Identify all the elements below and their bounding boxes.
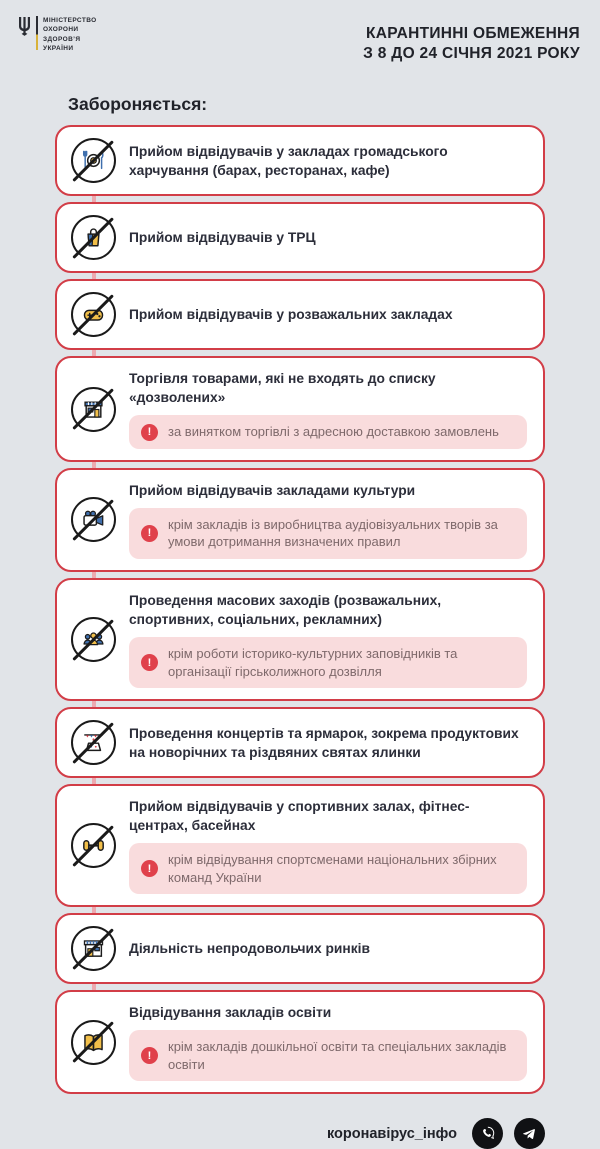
restriction-title: Прийом відвідувачів закладами культури xyxy=(129,482,416,498)
exclamation-icon: ! xyxy=(141,654,158,671)
restriction-card-mass-events xyxy=(55,578,545,701)
restriction-title: Відвідування закладів освіти xyxy=(129,1005,332,1021)
exception-note xyxy=(129,1030,527,1081)
logo-text xyxy=(43,16,97,54)
restrictions-list xyxy=(55,125,545,1094)
no-restaurant-icon xyxy=(71,138,116,183)
restriction-title: Прийом відвідувачів у розважальних закладах xyxy=(129,307,453,323)
logo-line: УКРАЇНИ xyxy=(43,45,74,53)
exception-note xyxy=(129,415,527,449)
restriction-card-markets xyxy=(55,913,545,984)
ministry-logo xyxy=(18,16,97,54)
page-title-line2: З 8 ДО 24 СІЧНЯ 2021 РОКУ xyxy=(363,45,580,63)
restriction-title: Торгівля товарами, які не входять до списку «дозволених» xyxy=(129,371,436,406)
prohibition-slash xyxy=(72,388,113,429)
prohibition-slash xyxy=(72,928,113,969)
exclamation-icon: ! xyxy=(141,525,158,542)
restriction-card-malls xyxy=(55,202,545,273)
logo-line: МІНІСТЕРСТВО xyxy=(43,17,97,24)
social-handle: коронавірус_інфо xyxy=(326,1125,457,1142)
no-shopping-bag-icon xyxy=(71,215,116,260)
restriction-title: Проведення масових заходів (розважальних, спортивних, соціальних, рекламних) xyxy=(129,593,442,628)
restriction-title: Прийом відвідувачів у спортивних залах, фітнес-центрах, басейнах xyxy=(129,799,470,834)
prohibition-slash xyxy=(72,722,113,763)
restriction-card-gyms xyxy=(55,784,545,907)
restriction-card-culture xyxy=(55,468,545,572)
restriction-card-entertainment xyxy=(55,279,545,350)
logo-line: ОХОРОНИ xyxy=(43,26,79,34)
no-gamepad-icon xyxy=(71,292,116,337)
page-title-line1: КАРАНТИННІ ОБМЕЖЕННЯ xyxy=(366,25,580,42)
prohibition-slash xyxy=(72,217,113,258)
prohibition-slash xyxy=(72,619,113,660)
no-book-icon xyxy=(71,1020,116,1065)
no-fair-icon xyxy=(71,720,116,765)
restriction-card-concerts-fairs xyxy=(55,707,545,778)
restriction-title: Діяльність непродовольчих ринків xyxy=(129,941,370,957)
exclamation-icon: ! xyxy=(141,424,158,441)
viber-icon xyxy=(472,1118,503,1149)
no-dumbbell-icon xyxy=(71,823,116,868)
no-camera-icon xyxy=(71,497,116,542)
prohibition-slash xyxy=(72,825,113,866)
telegram-icon xyxy=(514,1118,545,1149)
exception-text: крім закладів дошкільної освіти та спеціальних закладів освіти xyxy=(168,1039,507,1072)
footer xyxy=(0,1094,600,1149)
restriction-card-restaurants xyxy=(55,125,545,196)
exception-note xyxy=(129,637,527,688)
exception-text: за винятком торгівлі з адресною доставкою замовлень xyxy=(168,424,499,440)
exclamation-icon: ! xyxy=(141,860,158,877)
no-market-icon xyxy=(71,926,116,971)
page-title xyxy=(363,24,580,64)
restriction-card-education xyxy=(55,990,545,1094)
exception-note xyxy=(129,508,527,559)
restriction-title: Прийом відвідувачів у ТРЦ xyxy=(129,230,316,246)
section-heading: Забороняється: xyxy=(68,94,208,115)
logo-line: ЗДОРОВ’Я xyxy=(43,35,81,43)
prohibition-slash xyxy=(72,294,113,335)
prohibition-slash xyxy=(72,140,113,181)
restriction-card-trade xyxy=(55,356,545,462)
exclamation-icon: ! xyxy=(141,1047,158,1064)
no-store-icon xyxy=(71,387,116,432)
prohibition-slash xyxy=(72,1022,113,1063)
no-crowd-icon xyxy=(71,617,116,662)
logo-divider xyxy=(36,16,38,50)
exception-note xyxy=(129,843,527,894)
tryzub-icon xyxy=(18,16,31,36)
exception-text: крім закладів із виробництва аудіовізуальних творів за умови дотримання визначених правил xyxy=(168,516,498,550)
exception-text: крім відвідування спортсменами національних збірних команд України xyxy=(168,852,497,885)
prohibition-slash xyxy=(72,499,113,540)
exception-text: крім роботи історико-культурних заповідників та організації гірськолижного дозвілля xyxy=(168,646,458,679)
restriction-title: Проведення концертів та ярмарок, зокрема продуктових на новорічних та різдвяних святах ялинки xyxy=(129,725,519,760)
card-connector xyxy=(92,462,96,468)
header xyxy=(0,0,600,64)
restriction-title: Прийом відвідувачів у закладах громадського харчування (барах, ресторанах, кафе) xyxy=(129,143,448,178)
